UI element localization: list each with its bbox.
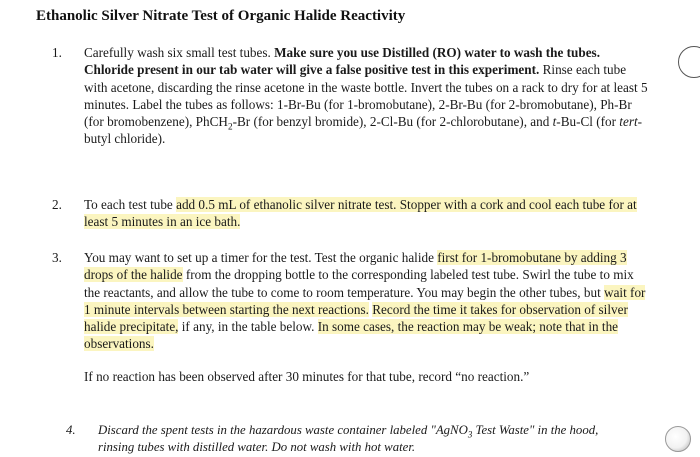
subscript: 3 — [467, 429, 473, 440]
emphasis-text: Make sure you use Distilled (RO) water to wash the tubes. Chloride present in our tab water will give a false positive test in this experiment. — [84, 45, 600, 78]
step-text-segment: -butyl chloride). — [84, 114, 643, 147]
step-text-segment: -Br (for benzyl bromide), 2-Cl-Bu (for 2-chlorobutane), and — [232, 114, 553, 130]
step-1 — [52, 44, 648, 148]
step-text-segment: -Bu-Cl (for — [556, 114, 620, 130]
step-text-segment: from the dropping bottle to the corresponding labeled test tube. Swirl the tube to mix the reactants, and allow the tube to come to room temperature. You may begin the other tubes, but — [84, 267, 634, 300]
step-number: 1. — [52, 45, 62, 60]
italic-text: tert — [619, 114, 638, 130]
subscript: 2 — [227, 121, 233, 132]
highlighted-text: first for 1-bromobutane by adding 3 drops of the halide — [84, 250, 627, 283]
step-number: 2. — [52, 197, 62, 212]
step-text-segment: if any, in the table below. — [178, 319, 318, 335]
step-note: If no reaction has been observed after 30 minutes for that tube, record “no reaction.” — [84, 368, 530, 384]
step-text-segment: Carefully wash six small test tubes. — [84, 45, 275, 60]
step-text-segment: You may want to set up a timer for the test. Test the organic halide — [84, 250, 438, 265]
step-number: 4. — [66, 423, 76, 437]
highlighted-text: Record the time it takes for observation of silver halide precipitate, — [84, 301, 628, 335]
step-text-segment: Discard the spent tests in the hazardous waste container labeled "AgNO — [98, 423, 468, 437]
highlighted-text: wait for 1 minute intervals between starting the next reactions. — [84, 284, 646, 317]
step-4 — [66, 422, 632, 457]
italic-text: t — [552, 114, 557, 130]
step-text — [84, 196, 648, 231]
step-number: 3. — [52, 250, 62, 265]
step-text-segment: Test Waste" in the hood, rinsing tubes with distilled water. Do not wash with hot water. — [98, 423, 599, 455]
highlighted-text: In some cases, the reaction may be weak; note that in the observations. — [84, 319, 619, 352]
step-2 — [52, 196, 648, 231]
document-title: Ethanolic Silver Nitrate Test of Organic Halide Reactivity — [36, 8, 406, 24]
highlighted-text: add 0.5 mL of ethanolic silver nitrate test. Stopper with a cork and cool each tube for at least 5 minutes in an ice bath. — [84, 197, 637, 230]
step-text — [84, 44, 648, 148]
page-edge-mark — [678, 46, 700, 78]
step-text-segment: To each test tube — [84, 197, 177, 212]
punch-hole — [665, 426, 691, 452]
step-3 — [52, 249, 648, 385]
step-text — [84, 249, 648, 353]
step-text — [98, 422, 632, 457]
step-text-segment: Rinse each tube with acetone, discarding the rinse acetone in the waste bottle. Invert the tubes on a rack to dry for at least 5 minutes. Label the tubes as follows: 1-Br-Bu (for 1-bromobutane), 2-Br-Bu (for 2-bromobutane), Ph-Br (for bromobenzene), PhCH — [84, 62, 648, 130]
